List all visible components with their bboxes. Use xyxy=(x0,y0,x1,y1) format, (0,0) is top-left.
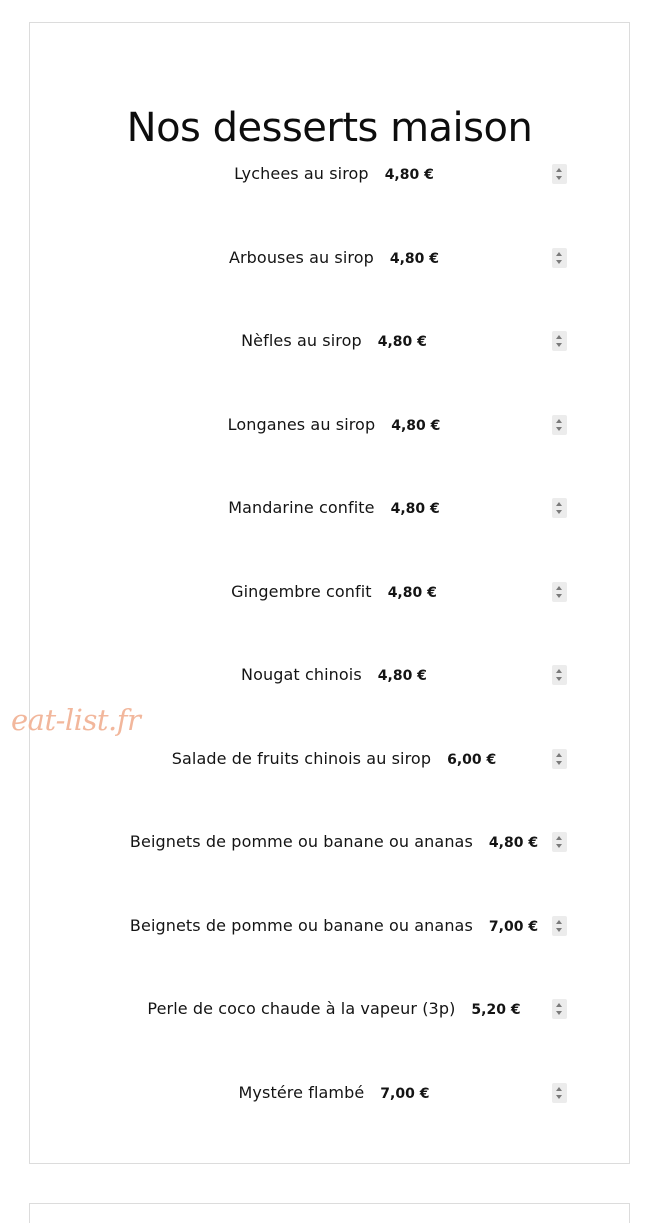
menu-item-price: 4,80 € xyxy=(391,418,441,434)
menu-item xyxy=(0,996,668,1022)
menu-item xyxy=(0,1080,668,1106)
menu-item-name: Mystére flambé xyxy=(238,1083,365,1102)
menu-item-price: 4,80 € xyxy=(384,167,434,183)
menu-item-name: Mandarine confite xyxy=(228,498,375,517)
menu-item-name: Arbouses au sirop xyxy=(228,248,374,267)
menu-item-name: Nougat chinois xyxy=(241,665,362,684)
quantity-stepper-icon[interactable] xyxy=(552,164,567,184)
quantity-stepper-icon[interactable] xyxy=(552,331,567,351)
menu-item-text xyxy=(0,245,668,272)
menu-item-price: 4,80 € xyxy=(488,835,539,851)
menu-item xyxy=(0,495,668,521)
menu-item-name: Gingembre confit xyxy=(231,582,372,601)
quantity-stepper-icon[interactable] xyxy=(552,999,567,1019)
menu-item xyxy=(0,245,668,271)
menu-item-price: 4,80 € xyxy=(377,668,427,684)
menu-item-price: 4,80 € xyxy=(377,334,427,350)
menu-item-price: 7,00 € xyxy=(488,919,539,935)
quantity-stepper-icon[interactable] xyxy=(552,916,567,936)
menu-item-name: Salade de fruits chinois au sirop xyxy=(171,749,432,768)
menu-title: Nos desserts maison xyxy=(126,105,533,151)
menu-item-text xyxy=(0,161,668,188)
menu-item-text xyxy=(0,328,668,355)
menu-item-text xyxy=(0,662,668,689)
menu-item-name: Perle de coco chaude à la vapeur (3p) xyxy=(147,999,456,1018)
menu-item-price: 4,80 € xyxy=(387,585,437,601)
menu-item xyxy=(0,412,668,438)
quantity-stepper-icon[interactable] xyxy=(552,749,567,769)
menu-item-name: Nèfles au sirop xyxy=(241,331,362,350)
menu-item-price: 4,80 € xyxy=(390,501,440,517)
menu-item-price: 4,80 € xyxy=(389,251,440,267)
menu-item xyxy=(0,829,668,855)
menu-item-name: Beignets de pomme ou banane ou ananas xyxy=(129,832,473,851)
quantity-stepper-icon[interactable] xyxy=(552,248,567,268)
quantity-stepper-icon[interactable] xyxy=(552,582,567,602)
menu-item-name: Beignets de pomme ou banane ou ananas xyxy=(129,916,473,935)
quantity-stepper-icon[interactable] xyxy=(552,665,567,685)
menu-item-text xyxy=(0,829,668,856)
quantity-stepper-icon[interactable] xyxy=(552,498,567,518)
menu-item-text xyxy=(0,746,668,773)
menu-item xyxy=(0,579,668,605)
next-menu-card xyxy=(29,1203,630,1223)
quantity-stepper-icon[interactable] xyxy=(552,832,567,852)
menu-item xyxy=(0,662,668,688)
menu-item-text xyxy=(0,996,668,1023)
menu-item-text xyxy=(0,913,668,940)
menu-item xyxy=(0,161,668,187)
menu-item-price: 7,00 € xyxy=(380,1086,430,1102)
menu-item-price: 6,00 € xyxy=(447,752,497,768)
menu-item-text xyxy=(0,412,668,439)
menu-item-name: Longanes au sirop xyxy=(227,415,376,434)
menu-item xyxy=(0,746,668,772)
quantity-stepper-icon[interactable] xyxy=(552,415,567,435)
menu-item-text xyxy=(0,495,668,522)
menu-item-text xyxy=(0,1080,668,1107)
menu-item xyxy=(0,328,668,354)
menu-item-price: 5,20 € xyxy=(471,1002,521,1018)
menu-item-text xyxy=(0,579,668,606)
watermark-text: eat-list.fr xyxy=(11,703,141,737)
menu-item xyxy=(0,913,668,939)
quantity-stepper-icon[interactable] xyxy=(552,1083,567,1103)
menu-item-name: Lychees au sirop xyxy=(234,164,369,183)
